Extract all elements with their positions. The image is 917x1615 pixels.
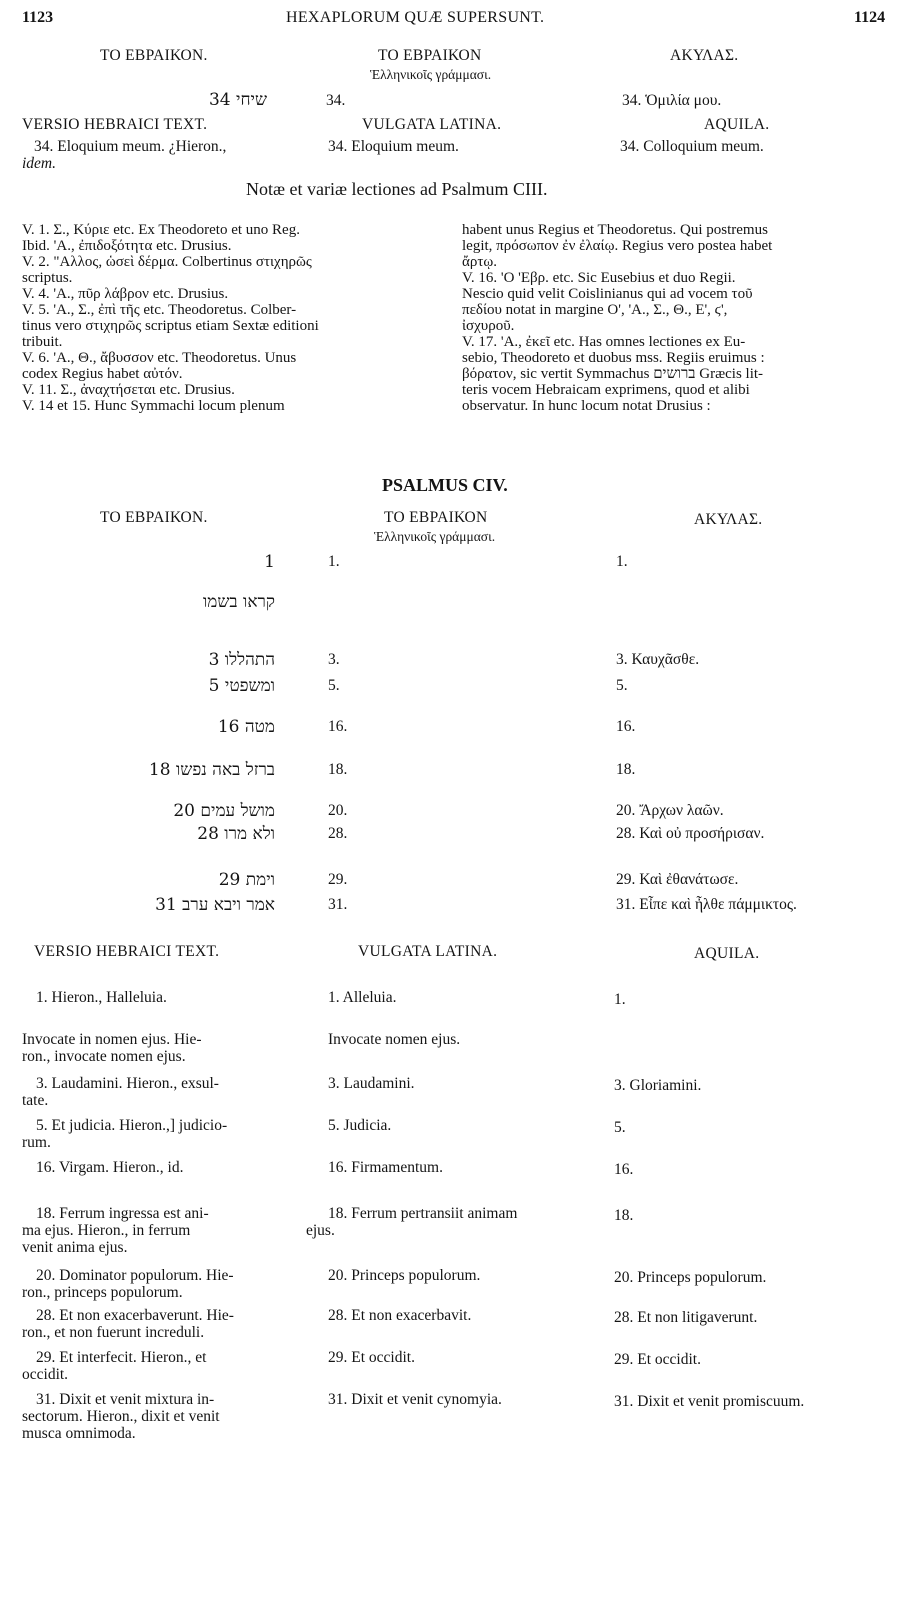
notes-right-line: legit, πρόσωπον ἐν ἐλαίῳ. Regius vero postea habet xyxy=(462,238,773,254)
latin-vulgate-cell: 31. Dixit et venit cynomyia. xyxy=(328,1391,502,1408)
latin-aquila-cell: 31. Dixit et venit promiscuum. xyxy=(614,1393,805,1410)
transliteration-cell: 16. xyxy=(328,718,348,735)
hebrew-cell: ולא מרו 28 xyxy=(197,824,275,844)
transliteration-cell: 5. xyxy=(328,677,340,694)
aquila-greek-cell: 31. Εἶπε καὶ ἦλθε πάμμικτος. xyxy=(616,896,797,913)
psalm-latin-col3-header: AQUILA. xyxy=(694,945,760,962)
hebrew-cell: אמר ויבא ערב 31 xyxy=(155,895,275,915)
latin-aquila-cell: 28. Et non litigaverunt. xyxy=(614,1309,758,1326)
latin-hebrew-version-cell: ron., princeps populorum. xyxy=(22,1284,183,1301)
latin-aquila-cell: 16. xyxy=(614,1161,634,1178)
latin-hebrew-version-cell: sectorum. Hieron., dixit et venit xyxy=(22,1408,220,1425)
hebrew-cell: ברזל באה נפשו 18 xyxy=(148,760,275,780)
latin-hebrew-version-cell: ron., invocate nomen ejus. xyxy=(22,1048,186,1065)
notes-right-line: habent unus Regius et Theodoretus. Qui postremus xyxy=(462,222,768,238)
top-aquila-cell: 34. Ὁμιλία μου. xyxy=(622,92,722,109)
page-number-left: 1123 xyxy=(22,9,54,26)
transliteration-cell: 3. xyxy=(328,651,340,668)
notes-left-line: tinus vero στιχηρῶς scriptus etiam Sextæ editioni xyxy=(22,318,319,334)
transliteration-cell: 18. xyxy=(328,761,348,778)
latin-hebrew-version-cell: ma ejus. Hieron., in ferrum xyxy=(22,1222,191,1239)
latin-vulgate-cell: 1. Alleluia. xyxy=(328,989,397,1006)
aquila-greek-cell: 18. xyxy=(616,761,636,778)
latin-vulgate-cell: 16. Firmamentum. xyxy=(328,1159,443,1176)
latin-aquila-cell: 20. Princeps populorum. xyxy=(614,1269,767,1286)
latin-vulgate-cell: 29. Et occidit. xyxy=(328,1349,415,1366)
psalm-latin-col2-header: VULGATA LATINA. xyxy=(358,943,498,960)
notes-left-line: Ibid. 'Α., ἐπιδοξότητα etc. Drusius. xyxy=(22,238,232,254)
notes-left-line: scriptus. xyxy=(22,270,73,286)
latin-hebrew-version-cell: 5. Et judicia. Hieron.,] judicio- xyxy=(36,1117,228,1134)
transliteration-cell: 1. xyxy=(328,553,340,570)
top-col2-subheader: Ἑλληνικοῖς γράμμασι. xyxy=(370,67,492,82)
top-latin-col3-header: AQUILA. xyxy=(704,116,770,133)
notes-title: Notæ et variæ lectiones ad Psalmum CIII. xyxy=(246,179,548,199)
notes-left-line: tribuit. xyxy=(22,334,63,350)
notes-left-column xyxy=(22,222,438,414)
hebrew-cell: וימת 29 xyxy=(218,870,275,890)
notes-left-line: V. 6. 'Α., Θ., ἄβυσσον etc. Theodoretus. Unus xyxy=(22,350,297,366)
running-title: HEXAPLORUM QUÆ SUPERSUNT. xyxy=(286,9,545,26)
hebrew-cell: 1 xyxy=(264,552,275,572)
latin-aquila-cell: 29. Et occidit. xyxy=(614,1351,701,1368)
latin-hebrew-version-cell: 29. Et interfecit. Hieron., et xyxy=(36,1349,207,1366)
aquila-greek-cell: 20. Ἄρχων λαῶν. xyxy=(616,802,724,819)
notes-right-line: ἄρτῳ. xyxy=(462,254,497,270)
top-latin-col1-header: VERSIO HEBRAICI TEXT. xyxy=(22,116,208,133)
latin-hebrew-version-cell: 28. Et non exacerbaverunt. Hie- xyxy=(36,1307,234,1324)
notes-left-line: V. 2. "Αλλος, ὡσεὶ δέρμα. Colbertinus στιχηρῶς xyxy=(22,254,312,270)
hebrew-cell: מטה 16 xyxy=(217,717,275,737)
latin-hebrew-version-cell: 18. Ferrum ingressa est ani- xyxy=(36,1205,209,1222)
latin-hebrew-version-cell: musca omnimoda. xyxy=(22,1425,136,1442)
top-col1-header: ΤΟ ΕΒΡΑΙΚΟΝ. xyxy=(100,47,208,64)
psalm-col2-header: ΤΟ ΕΒΡΑΙΚΟΝ xyxy=(384,509,488,526)
latin-vulgate-cell: 3. Laudamini. xyxy=(328,1075,415,1092)
notes-right-column xyxy=(462,222,894,414)
latin-vulgate-cell: 28. Et non exacerbavit. xyxy=(328,1307,472,1324)
aquila-greek-cell: 3. Καυχᾶσθε. xyxy=(616,651,700,668)
psalm-latin-col1-header: VERSIO HEBRAICI TEXT. xyxy=(34,943,220,960)
aquila-greek-cell: 29. Καὶ ἐθανάτωσε. xyxy=(616,871,739,888)
transliteration-cell: 29. xyxy=(328,871,348,888)
notes-right-line: Nescio quid velit Coislinianus qui ad vocem τοῦ xyxy=(462,286,753,302)
hebrew-cell: ומשפטי 5 xyxy=(208,676,275,696)
hebrew-cell: התהללו 3 xyxy=(208,650,275,670)
notes-right-line: sebio, Theodoreto et duobus mss. Regiis eruimus : xyxy=(462,350,765,366)
latin-aquila-cell: 1. xyxy=(614,991,626,1008)
hebrew-cell: קראו בשמו xyxy=(202,592,275,612)
latin-vulgate-cell: 20. Princeps populorum. xyxy=(328,1267,481,1284)
transliteration-cell: 20. xyxy=(328,802,348,819)
notes-right-line: βόρατον, sic vertit Symmachus ברושים Græcis lit- xyxy=(462,366,764,382)
hebrew-cell: מושל עמים 20 xyxy=(173,801,275,821)
latin-hebrew-version-cell: 20. Dominator populorum. Hie- xyxy=(36,1267,234,1284)
top-col3-header: ΑΚΥΛΑΣ. xyxy=(670,47,739,64)
latin-hebrew-version-cell: tate. xyxy=(22,1092,49,1109)
notes-right-line: ἰσχυροῦ. xyxy=(462,318,515,334)
latin-vulgate-cell: 18. Ferrum pertransiit animam xyxy=(328,1205,518,1222)
latin-hebrew-version-cell: 3. Laudamini. Hieron., exsul- xyxy=(36,1075,219,1092)
top-hebrew-cell: שיחי 34 xyxy=(208,90,267,110)
notes-left-line: V. 5. 'Α., Σ., ἐπὶ τῆς etc. Theodoretus. Colber- xyxy=(22,302,297,318)
psalm-col2-subheader: Ἑλληνικοῖς γράμμασι. xyxy=(374,529,496,544)
notes-right-line: V. 17. 'Α., ἐκεῖ etc. Has omnes lectiones ex Eu- xyxy=(462,334,746,350)
latin-hebrew-version-cell: 1. Hieron., Halleluia. xyxy=(36,989,167,1006)
top-latin-col3-cell: 34. Colloquium meum. xyxy=(620,138,764,155)
aquila-greek-cell: 5. xyxy=(616,677,628,694)
latin-hebrew-version-cell: venit anima ejus. xyxy=(22,1239,128,1256)
top-latin-col1-line1: 34. Eloquium meum. ¿Hieron., xyxy=(34,138,227,155)
latin-hebrew-version-cell: ron., et non fuerunt increduli. xyxy=(22,1324,205,1341)
transliteration-cell: 31. xyxy=(328,896,348,913)
notes-left-line: V. 11. Σ., ἀναχτήσεται etc. Drusius. xyxy=(22,382,235,398)
top-latin-col2-cell: 34. Eloquium meum. xyxy=(328,138,459,155)
latin-hebrew-version-cell: 16. Virgam. Hieron., id. xyxy=(36,1159,184,1176)
latin-hebrew-version-cell: rum. xyxy=(22,1134,51,1151)
notes-right-line: observatur. In hunc locum notat Drusius : xyxy=(462,398,711,414)
latin-aquila-cell: 18. xyxy=(614,1207,634,1224)
notes-right-line: πεδίου notat in margine Ο', 'Α., Σ., Θ., Ε', ϛ', xyxy=(462,302,728,318)
top-col2-header: ΤΟ ΕΒΡΑΙΚΟΝ xyxy=(378,47,482,64)
psalm-col1-header: ΤΟ ΕΒΡΑΙΚΟΝ. xyxy=(100,509,208,526)
latin-vulgate-cell: 5. Judicia. xyxy=(328,1117,392,1134)
latin-aquila-cell: 3. Gloriamini. xyxy=(614,1077,702,1094)
notes-right-line: V. 16. 'Ο 'Εβρ. etc. Sic Eusebius et duo Regii. xyxy=(462,270,736,286)
latin-aquila-cell: 5. xyxy=(614,1119,626,1136)
transliteration-cell: 28. xyxy=(328,825,348,842)
notes-left-line: V. 4. 'Α., πῦρ λάβρον etc. Drusius. xyxy=(22,286,229,302)
notes-left-line: V. 14 et 15. Hunc Symmachi locum plenum xyxy=(22,398,285,414)
aquila-greek-cell: 1. xyxy=(616,553,628,570)
top-latin-col2-header: VULGATA LATINA. xyxy=(362,116,502,133)
top-latin-col1-line2: idem. xyxy=(22,155,57,172)
aquila-greek-cell: 28. Καὶ οὐ προσήρισαν. xyxy=(616,825,765,842)
latin-hebrew-version-cell: 31. Dixit et venit mixtura in- xyxy=(36,1391,215,1408)
notes-left-line: codex Regius habet αὐτόν. xyxy=(22,366,183,382)
latin-hebrew-version-cell: occidit. xyxy=(22,1366,69,1383)
notes-left-line: V. 1. Σ., Κύριε etc. Ex Theodoreto et uno Reg. xyxy=(22,222,300,238)
psalm-col3-header: ΑΚΥΛΑΣ. xyxy=(694,511,763,528)
page-number-right: 1124 xyxy=(854,9,886,26)
top-greek-cell: 34. xyxy=(326,92,346,109)
psalm-title: PSALMUS CIV. xyxy=(382,475,508,495)
latin-vulgate-cell: Invocate nomen ejus. xyxy=(328,1031,461,1048)
latin-hebrew-version-cell: Invocate in nomen ejus. Hie- xyxy=(22,1031,202,1048)
latin-vulgate-cell: ejus. xyxy=(306,1222,335,1239)
aquila-greek-cell: 16. xyxy=(616,718,636,735)
notes-right-line: teris vocem Hebraicam exprimens, quod et alibi xyxy=(462,382,750,398)
